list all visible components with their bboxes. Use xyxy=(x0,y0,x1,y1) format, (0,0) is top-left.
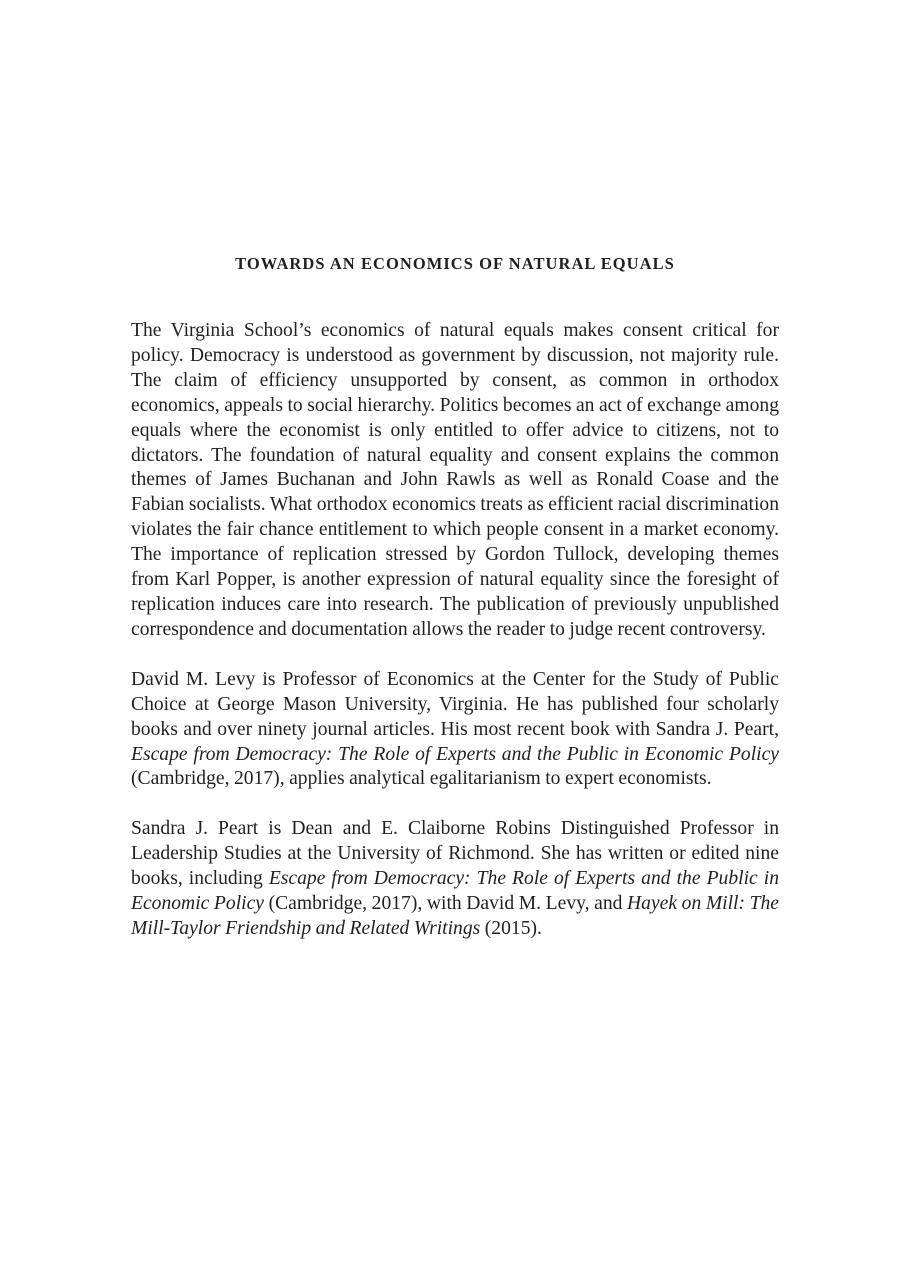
abstract-paragraph: The Virginia School’s economics of natural equals makes consent critical for policy. Democracy is understood as government by discussion, not majority rule. The claim of efficiency unsupported by consent, as common in orthodox economics, appeals to social hierarchy. Politics becomes an act of exchange among equals where the economist is only entitled to offer advice to citizens, not to dictators. The foundation of natural equality and consent explains the common themes of James Buchanan and John Rawls as well as Ronald Coase and the Fabian socialists. What orthodox economics treats as efficient racial discrimination violates the fair chance entitlement to which people consent in a market economy. The importance of replication stressed by Gordon Tullock, developing themes from Karl Popper, is another expression of natural equality since the foresight of replication induces care into research. The publication of previously unpublished correspondence and documentation allows the reader to judge recent controversy. xyxy=(131,320,779,640)
page-title: TOWARDS AN ECONOMICS OF NATURAL EQUALS xyxy=(235,254,675,273)
bio-levy-book-title: Escape from Democracy: The Role of Experts and the Public in Economic Policy xyxy=(131,743,779,765)
bio-peart-book-title-1: Escape from Democracy: The Role of Experts and the Public in Economic Policy xyxy=(131,868,779,915)
author-bio-peart xyxy=(131,817,779,942)
bio-peart-text-1: Sandra J. Peart is Dean and E. Claiborne Robins Distinguished Professor in Leadership Studies at the University of Richmond. She has written or edited nine books, including xyxy=(131,818,779,890)
bio-peart-book-title-2: Hayek on Mill: The Mill-Taylor Friendship and Related Writings xyxy=(131,893,779,939)
bio-levy-text-2: (Cambridge, 2017), applies analytical egalitarianism to expert economists. xyxy=(131,768,712,790)
author-bio-levy xyxy=(131,668,779,793)
bio-peart-text-2: (Cambridge, 2017), with David M. Levy, and xyxy=(263,893,628,915)
bio-peart-text-3: (2015). xyxy=(480,917,542,939)
bio-levy-text-1: David M. Levy is Professor of Economics at the Center for the Study of Public Choice at George Mason University, Virginia. He has published four scholarly books and over ninety journal articles. His most recent book with Sandra J. Peart, xyxy=(131,668,779,740)
book-blurb-page xyxy=(131,250,779,942)
